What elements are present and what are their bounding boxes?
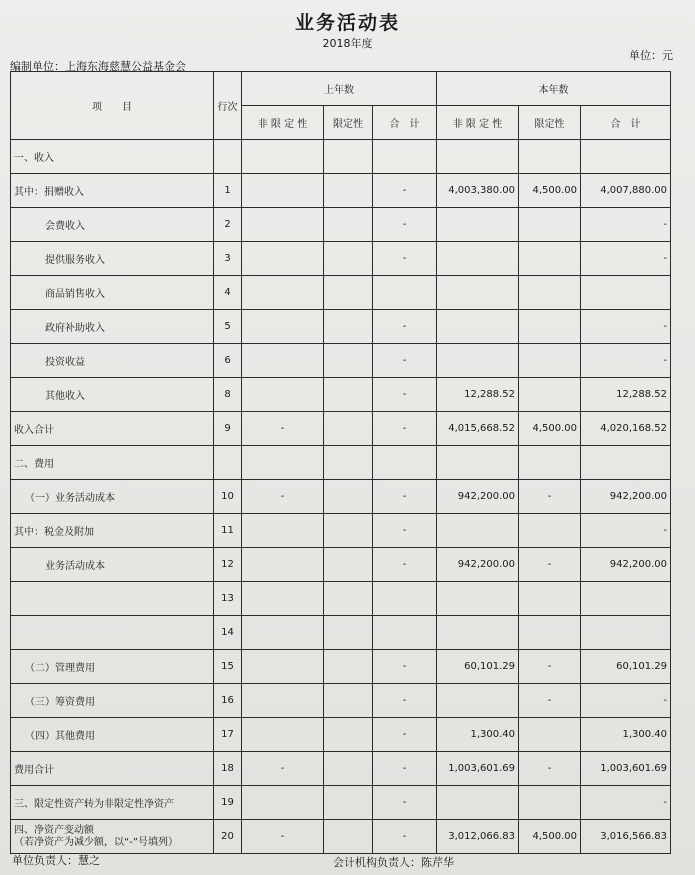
prev-unrestricted-cell [242, 378, 324, 412]
prev-unrestricted-cell [242, 276, 324, 310]
prev-unrestricted-cell [242, 616, 324, 650]
curr-restricted-cell [519, 446, 581, 480]
prev-total-cell: - [373, 344, 437, 378]
prev-total-cell: - [373, 650, 437, 684]
prev-restricted-cell [324, 548, 373, 582]
curr-restricted-cell: - [519, 650, 581, 684]
prev-total-cell: - [373, 378, 437, 412]
accounting-head-signature: 会计机构负责人：陈芹华 [333, 856, 454, 869]
curr-restricted-cell: - [519, 548, 581, 582]
column-header-prev-total: 合 计 [373, 106, 437, 140]
prev-restricted-cell [324, 412, 373, 446]
curr-total-cell: - [581, 242, 671, 276]
row-label: 会费收入 [11, 208, 214, 242]
row-label: 其他收入 [11, 378, 214, 412]
prev-total-cell [373, 276, 437, 310]
row-label: （二）管理费用 [11, 650, 214, 684]
prev-total-cell: - [373, 718, 437, 752]
curr-restricted-cell: - [519, 480, 581, 514]
table-row [11, 514, 671, 548]
table-row [11, 242, 671, 276]
row-line-number: 5 [214, 310, 242, 344]
curr-total-cell [581, 616, 671, 650]
table-body [11, 140, 671, 854]
curr-total-cell: 942,200.00 [581, 480, 671, 514]
curr-unrestricted-cell [437, 242, 519, 276]
row-line-number: 8 [214, 378, 242, 412]
curr-restricted-cell: 4,500.00 [519, 820, 581, 854]
row-line-number: 19 [214, 786, 242, 820]
curr-total-cell [581, 140, 671, 174]
prev-unrestricted-cell [242, 582, 324, 616]
column-header-item: 项 目 [11, 72, 214, 140]
column-header-prev-restricted: 限定性 [324, 106, 373, 140]
row-line-number: 1 [214, 174, 242, 208]
row-label: 四、净资产变动额 （若净资产为减少额，以“-”号填列） [11, 820, 214, 854]
curr-restricted-cell [519, 786, 581, 820]
curr-unrestricted-cell: 3,012,066.83 [437, 820, 519, 854]
row-label: 政府补助收入 [11, 310, 214, 344]
row-line-number [214, 446, 242, 480]
row-label: （一）业务活动成本 [11, 480, 214, 514]
curr-restricted-cell [519, 140, 581, 174]
curr-total-cell: 4,020,168.52 [581, 412, 671, 446]
curr-restricted-cell [519, 378, 581, 412]
report-title: 业务活动表 [294, 12, 400, 34]
row-line-number: 3 [214, 242, 242, 276]
row-line-number: 15 [214, 650, 242, 684]
prev-total-cell [373, 616, 437, 650]
curr-total-cell: - [581, 208, 671, 242]
table-row [11, 548, 671, 582]
row-label: 三、限定性资产转为非限定性净资产 [11, 786, 214, 820]
curr-total-cell: 4,007,880.00 [581, 174, 671, 208]
row-label: 商品销售收入 [11, 276, 214, 310]
prev-unrestricted-cell [242, 174, 324, 208]
curr-total-cell: 12,288.52 [581, 378, 671, 412]
prev-unrestricted-cell [242, 718, 324, 752]
row-line-number: 14 [214, 616, 242, 650]
curr-restricted-cell [519, 718, 581, 752]
row-label: 收入合计 [11, 412, 214, 446]
row-label: 其中：税金及附加 [11, 514, 214, 548]
prev-restricted-cell [324, 174, 373, 208]
prev-restricted-cell [324, 208, 373, 242]
table-row [11, 412, 671, 446]
prev-restricted-cell [324, 820, 373, 854]
curr-total-cell: - [581, 684, 671, 718]
row-line-number: 18 [214, 752, 242, 786]
prev-total-cell: - [373, 412, 437, 446]
row-line-number: 2 [214, 208, 242, 242]
column-header-prev-year: 上年数 [242, 72, 437, 106]
table-row [11, 344, 671, 378]
curr-restricted-cell: 4,500.00 [519, 174, 581, 208]
prev-total-cell [373, 140, 437, 174]
curr-total-cell [581, 446, 671, 480]
curr-restricted-cell [519, 242, 581, 276]
table-row [11, 582, 671, 616]
prev-unrestricted-cell [242, 310, 324, 344]
column-header-curr-total: 合 计 [581, 106, 671, 140]
curr-restricted-cell [519, 616, 581, 650]
row-label: （四）其他费用 [11, 718, 214, 752]
table-row [11, 208, 671, 242]
row-label: 二、费用 [11, 446, 214, 480]
row-line-number [214, 140, 242, 174]
prev-total-cell: - [373, 684, 437, 718]
prev-total-cell: - [373, 820, 437, 854]
curr-restricted-cell [519, 582, 581, 616]
curr-total-cell: 3,016,566.83 [581, 820, 671, 854]
prev-unrestricted-cell [242, 684, 324, 718]
curr-restricted-cell: - [519, 684, 581, 718]
table-row [11, 140, 671, 174]
row-label: 其中：捐赠收入 [11, 174, 214, 208]
prev-unrestricted-cell [242, 208, 324, 242]
curr-unrestricted-cell: 60,101.29 [437, 650, 519, 684]
prev-unrestricted-cell [242, 548, 324, 582]
curr-restricted-cell [519, 514, 581, 548]
prev-restricted-cell [324, 276, 373, 310]
table-row [11, 786, 671, 820]
curr-unrestricted-cell [437, 310, 519, 344]
curr-unrestricted-cell [437, 684, 519, 718]
prev-unrestricted-cell: - [242, 820, 324, 854]
prev-restricted-cell [324, 786, 373, 820]
prev-total-cell [373, 582, 437, 616]
curr-restricted-cell [519, 208, 581, 242]
prev-unrestricted-cell [242, 514, 324, 548]
table-row [11, 378, 671, 412]
row-line-number: 6 [214, 344, 242, 378]
curr-unrestricted-cell: 12,288.52 [437, 378, 519, 412]
table-row [11, 480, 671, 514]
prev-restricted-cell [324, 446, 373, 480]
prev-unrestricted-cell [242, 786, 324, 820]
table-row [11, 650, 671, 684]
row-line-number: 17 [214, 718, 242, 752]
column-header-prev-unrestricted: 非 限 定 性 [242, 106, 324, 140]
column-header-curr-year: 本年数 [437, 72, 671, 106]
row-line-number: 16 [214, 684, 242, 718]
prev-total-cell: - [373, 208, 437, 242]
prev-total-cell: - [373, 174, 437, 208]
curr-total-cell: - [581, 786, 671, 820]
row-label: （三）筹资费用 [11, 684, 214, 718]
prev-unrestricted-cell: - [242, 752, 324, 786]
activity-table [10, 71, 671, 854]
curr-total-cell: - [581, 310, 671, 344]
curr-restricted-cell [519, 276, 581, 310]
row-line-number: 11 [214, 514, 242, 548]
currency-unit: 单位：元 [629, 49, 673, 62]
column-header-line: 行次 [214, 72, 242, 140]
column-header-curr-unrestricted: 非 限 定 性 [437, 106, 519, 140]
prev-total-cell: - [373, 480, 437, 514]
prev-total-cell [373, 446, 437, 480]
prev-unrestricted-cell [242, 242, 324, 276]
row-line-number: 10 [214, 480, 242, 514]
row-label: 提供服务收入 [11, 242, 214, 276]
curr-unrestricted-cell: 4,015,668.52 [437, 412, 519, 446]
curr-unrestricted-cell [437, 446, 519, 480]
prev-restricted-cell [324, 514, 373, 548]
table-row [11, 752, 671, 786]
curr-unrestricted-cell [437, 276, 519, 310]
curr-restricted-cell: - [519, 752, 581, 786]
row-line-number: 12 [214, 548, 242, 582]
prev-total-cell: - [373, 514, 437, 548]
curr-unrestricted-cell [437, 344, 519, 378]
curr-unrestricted-cell: 942,200.00 [437, 548, 519, 582]
prev-restricted-cell [324, 140, 373, 174]
prev-total-cell: - [373, 548, 437, 582]
curr-unrestricted-cell: 4,003,380.00 [437, 174, 519, 208]
prev-restricted-cell [324, 344, 373, 378]
curr-unrestricted-cell [437, 616, 519, 650]
table-row [11, 276, 671, 310]
prev-restricted-cell [324, 650, 373, 684]
curr-unrestricted-cell: 1,003,601.69 [437, 752, 519, 786]
prev-unrestricted-cell [242, 446, 324, 480]
reporting-organization: 编制单位：上海东海慈慧公益基金会 [10, 60, 186, 73]
curr-unrestricted-cell: 1,300.40 [437, 718, 519, 752]
row-label: 费用合计 [11, 752, 214, 786]
row-label: 投资收益 [11, 344, 214, 378]
curr-unrestricted-cell [437, 582, 519, 616]
row-label: 业务活动成本 [11, 548, 214, 582]
prev-total-cell: - [373, 752, 437, 786]
prev-restricted-cell [324, 718, 373, 752]
table-row [11, 684, 671, 718]
row-label [11, 616, 214, 650]
prev-restricted-cell [324, 616, 373, 650]
table-row [11, 820, 671, 854]
row-line-number: 20 [214, 820, 242, 854]
prev-restricted-cell [324, 752, 373, 786]
row-line-number: 9 [214, 412, 242, 446]
prev-restricted-cell [324, 582, 373, 616]
curr-total-cell [581, 582, 671, 616]
unit-head-signature: 单位负责人：慧之 [12, 854, 100, 867]
prev-restricted-cell [324, 310, 373, 344]
table-row [11, 174, 671, 208]
table-row [11, 310, 671, 344]
table-row [11, 718, 671, 752]
table-row [11, 446, 671, 480]
curr-unrestricted-cell [437, 514, 519, 548]
prev-unrestricted-cell [242, 344, 324, 378]
curr-unrestricted-cell [437, 786, 519, 820]
row-label [11, 582, 214, 616]
row-line-number: 13 [214, 582, 242, 616]
curr-restricted-cell [519, 344, 581, 378]
prev-restricted-cell [324, 378, 373, 412]
curr-total-cell: 60,101.29 [581, 650, 671, 684]
curr-restricted-cell [519, 310, 581, 344]
prev-unrestricted-cell: - [242, 412, 324, 446]
curr-restricted-cell: 4,500.00 [519, 412, 581, 446]
prev-unrestricted-cell [242, 140, 324, 174]
curr-total-cell: - [581, 344, 671, 378]
prev-unrestricted-cell [242, 650, 324, 684]
row-label: 一、收入 [11, 140, 214, 174]
prev-total-cell: - [373, 242, 437, 276]
curr-unrestricted-cell [437, 208, 519, 242]
row-line-number: 4 [214, 276, 242, 310]
prev-restricted-cell [324, 242, 373, 276]
curr-unrestricted-cell: 942,200.00 [437, 480, 519, 514]
table-row [11, 616, 671, 650]
curr-total-cell [581, 276, 671, 310]
report-year: 2018年度 [322, 37, 373, 50]
prev-restricted-cell [324, 684, 373, 718]
prev-total-cell: - [373, 786, 437, 820]
prev-total-cell: - [373, 310, 437, 344]
curr-total-cell: 942,200.00 [581, 548, 671, 582]
column-header-curr-restricted: 限定性 [519, 106, 581, 140]
prev-unrestricted-cell: - [242, 480, 324, 514]
prev-restricted-cell [324, 480, 373, 514]
curr-unrestricted-cell [437, 140, 519, 174]
curr-total-cell: - [581, 514, 671, 548]
curr-total-cell: 1,003,601.69 [581, 752, 671, 786]
curr-total-cell: 1,300.40 [581, 718, 671, 752]
